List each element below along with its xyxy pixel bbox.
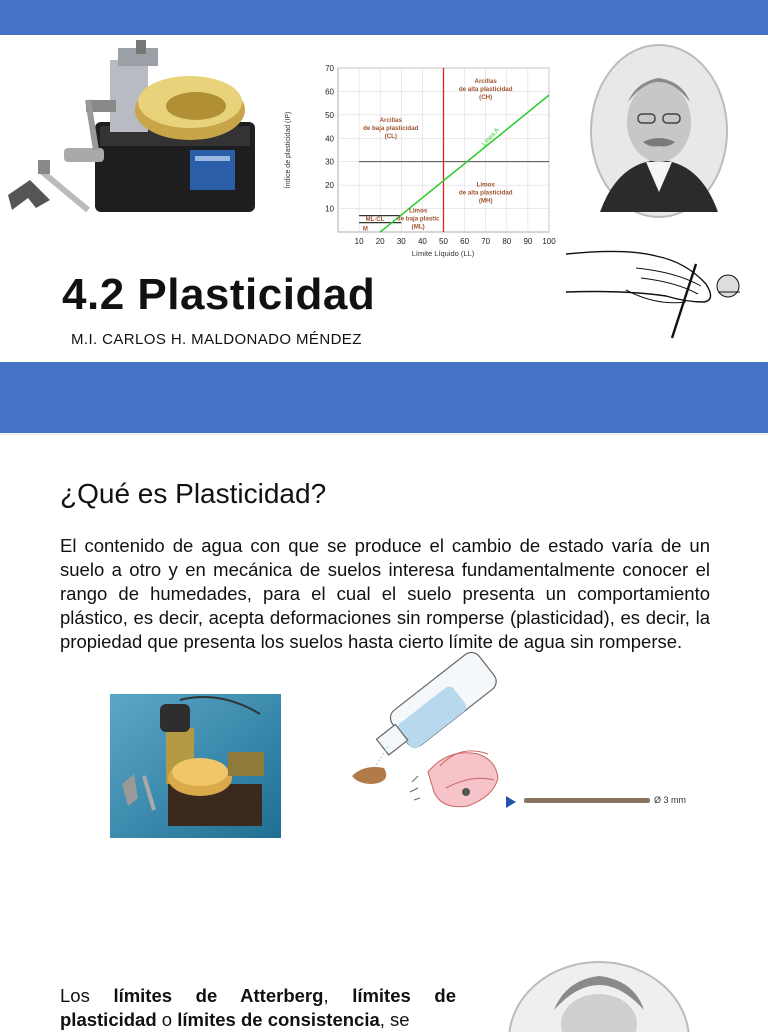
chart-y-tick-label: 20 bbox=[325, 181, 334, 191]
chart-x-tick-label: 30 bbox=[396, 237, 406, 246]
chart-x-tick-label: 90 bbox=[523, 237, 533, 246]
chart-x-tick-label: 10 bbox=[354, 237, 364, 246]
text-run: , bbox=[323, 985, 353, 1006]
casagrande-apparatus-image bbox=[0, 40, 270, 230]
term-plasticity-limits: límites de plasticidad bbox=[60, 985, 456, 1030]
chart-x-tick-label: 80 bbox=[502, 237, 512, 246]
chart-zone-cl-label: (CL) bbox=[384, 132, 397, 140]
chart-y-axis-label: Índice de plasticidad (IP) bbox=[285, 111, 292, 189]
chart-x-tick-label: 40 bbox=[417, 237, 427, 246]
chart-zone-ml-label: de baja plastic bbox=[396, 215, 440, 223]
chart-zone-ml-label: (ML) bbox=[411, 223, 425, 231]
slide-title: 4.2 Plasticidad bbox=[62, 270, 376, 319]
chart-y-tick-label: 60 bbox=[325, 87, 334, 97]
chart-y-tick-label: 70 bbox=[325, 64, 334, 73]
atterberg-paragraph bbox=[60, 984, 456, 1032]
chart-zone-mh-label: (MH) bbox=[478, 197, 493, 205]
header-band bbox=[0, 0, 768, 35]
chart-zone-ch-label: de alta plasticidad bbox=[458, 86, 513, 94]
footer-band bbox=[0, 362, 768, 433]
chart-x-tick-label: 60 bbox=[460, 237, 470, 246]
chart-x-ticks bbox=[355, 237, 557, 246]
section-heading: ¿Qué es Plasticidad? bbox=[60, 478, 327, 509]
chart-zone-ml-label: Limos bbox=[409, 207, 428, 215]
chart-zone-m-label: M bbox=[362, 226, 368, 233]
rod-diameter-label: Ø 3 mm bbox=[654, 795, 687, 805]
chart-zone-ch-label: Arcillas bbox=[474, 78, 497, 86]
plasticity-chart bbox=[280, 58, 565, 263]
atterberg-portrait bbox=[588, 42, 730, 220]
chart-zone-cl-label: de baja plasticidad bbox=[363, 124, 419, 132]
chart-y-tick-label: 50 bbox=[325, 110, 334, 120]
text-run: Los bbox=[60, 985, 114, 1006]
chart-x-tick-label: 100 bbox=[542, 237, 556, 246]
page-separator bbox=[0, 433, 768, 435]
text-run: o bbox=[156, 1009, 178, 1030]
chart-zone-mh-label: de alta plasticidad bbox=[458, 189, 513, 197]
chart-x-tick-label: 20 bbox=[375, 237, 385, 246]
term-consistency-limits: límites de consistencia bbox=[177, 1009, 380, 1030]
chart-y-tick-label: 30 bbox=[325, 157, 334, 167]
chart-y-ticks bbox=[325, 64, 334, 214]
chart-x-tick-label: 50 bbox=[439, 237, 448, 246]
chart-y-tick-label: 40 bbox=[325, 134, 334, 144]
chart-zone-cl-label: Arcillas bbox=[379, 116, 402, 124]
chart-zone-mh-label: Limos bbox=[476, 181, 495, 189]
chart-x-axis-label: Límite Líquido (LL) bbox=[411, 249, 475, 258]
plastic-limit-test-illustration bbox=[348, 664, 693, 834]
chart-zone-ch-label: (CH) bbox=[479, 94, 493, 102]
casagrande-cup-photo bbox=[110, 694, 281, 838]
text-run: , se bbox=[379, 1009, 410, 1030]
chart-a-line-label: Línea A bbox=[480, 126, 501, 148]
chart-x-tick-label: 70 bbox=[481, 237, 491, 246]
slide-author: M.I. CARLOS H. MALDONADO MÉNDEZ bbox=[71, 331, 362, 348]
atterberg-portrait-bottom bbox=[494, 960, 704, 1024]
chart-zone-mlcl-label: ML-CL bbox=[365, 217, 385, 224]
term-atterberg-limits: límites de Atterberg bbox=[113, 985, 324, 1006]
hand-rolling-thread-drawing bbox=[566, 246, 756, 344]
chart-y-tick-label: 10 bbox=[325, 204, 334, 214]
section-body-text: El contenido de agua con que se produce el cambio de estado varía de un suelo a otro y en mecánica de suelos interesa fundamentalmente conocer el rango de humedades, para el cual el suelo presenta un comportamiento plástico, es decir, acepta deformaciones sin romperse (plasticidad), es decir, la propiedad que presenta los suelos hasta cierto límite de agua sin romperse. bbox=[60, 535, 710, 652]
